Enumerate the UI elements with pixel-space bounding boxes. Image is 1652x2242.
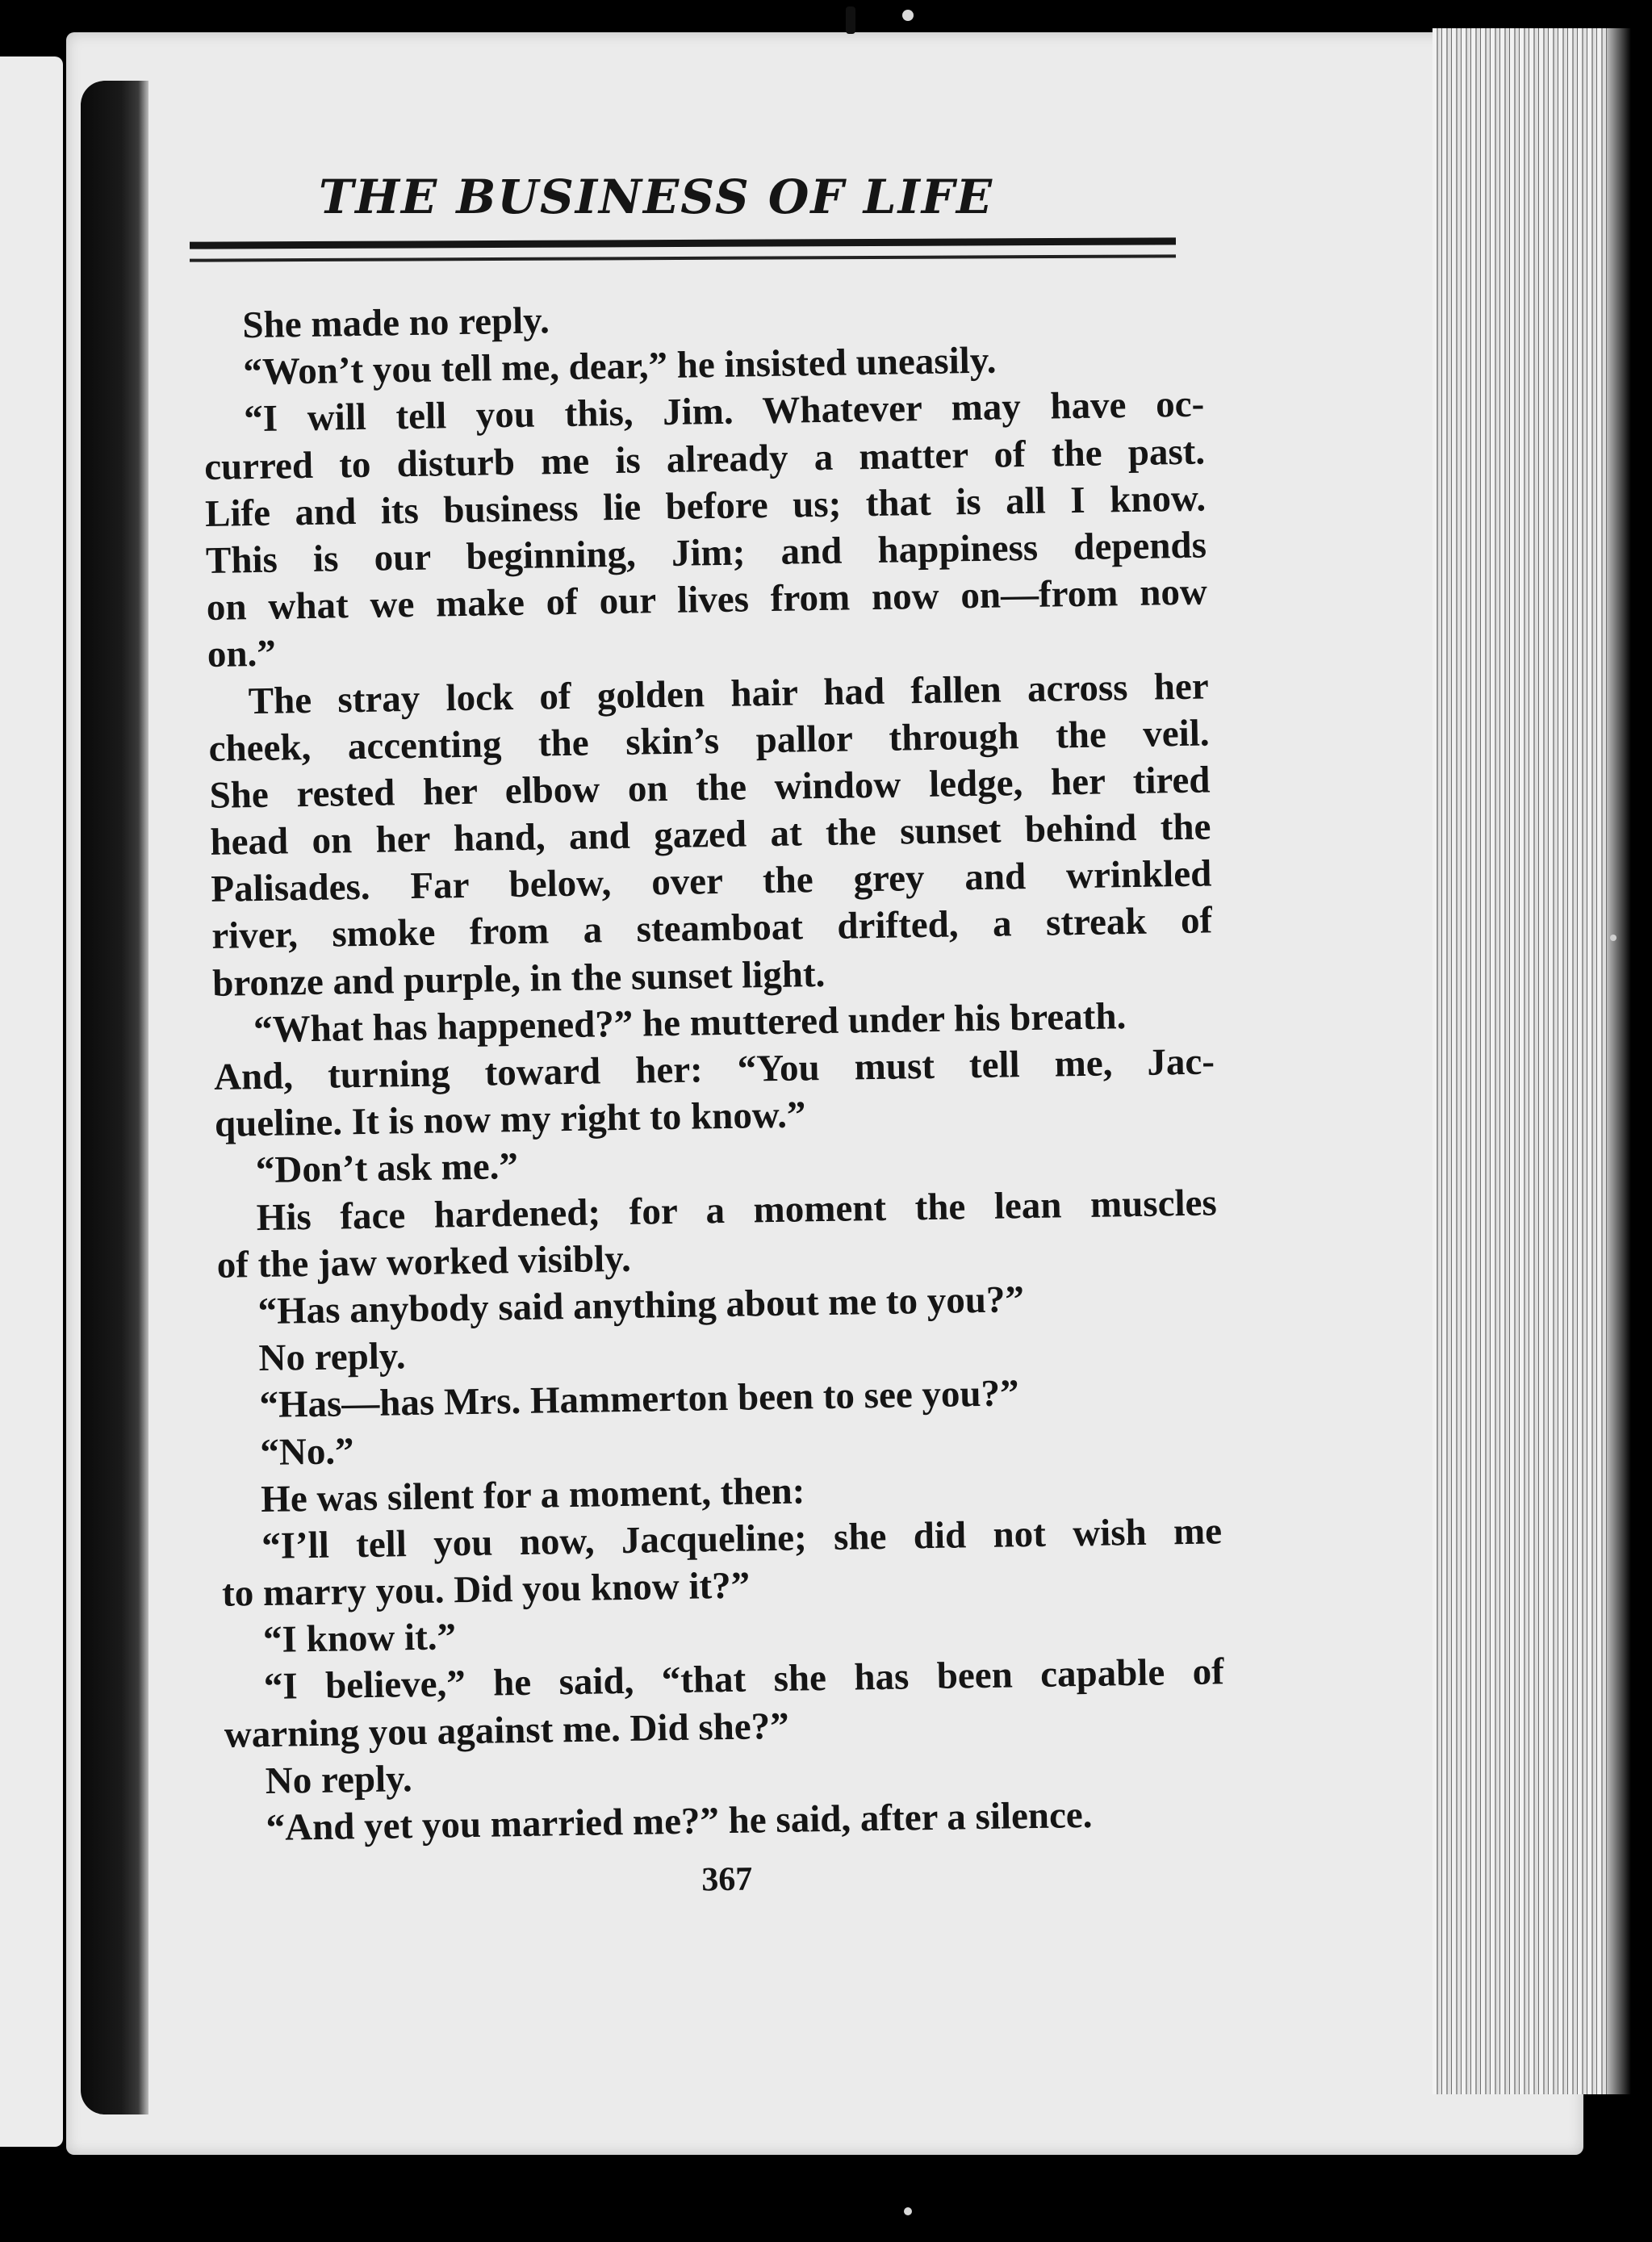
text-line: No reply. [258,1335,406,1380]
text-line: queline. It is now my right to know.” [214,1094,806,1146]
text-line: warning you against me. Did she?” [224,1705,790,1756]
text-line: river, smoke from a steamboat drifted, a streak of [211,899,1213,958]
text-line: “I believe,” he said, “that she has been capable of [263,1650,1225,1709]
book-spine [81,81,148,2114]
text-line: Life and its business lie before us; that is all I know. [204,477,1207,535]
text-line: Palisades. Far below, over the grey and wrinkled [211,852,1212,911]
text-line: “I will tell you this, Jim. Whatever may have oc- [243,383,1205,441]
text-line: He was silent for a moment, then: [260,1470,805,1520]
scan-artifact [904,2207,912,2215]
text-line: on.” [207,632,277,676]
text-line: on what we make of our lives from now on—from now [206,571,1208,630]
text-line: “And yet you married me?” he said, after a silence. [266,1793,1093,1849]
text-line: And, turning toward her: “You must tell me, Jac- [213,1040,1215,1098]
text-line: “Has anybody said anything about me to you?” [257,1278,1025,1332]
text-line: “Has—has Mrs. Hammerton been to see you?” [259,1372,1019,1427]
scan-artifact [846,6,855,34]
facing-page-edge [0,56,63,2147]
text-line: of the jaw worked visibly. [216,1237,632,1286]
text-line: “Don’t ask me.” [255,1145,519,1192]
text-line: “No.” [259,1429,354,1474]
page-stack-edges [1432,28,1626,2094]
text-line: bronze and purple, in the sunset light. [211,952,826,1005]
text-line: cheek, accenting the skin’s pallor through the veil. [208,712,1210,770]
text-line: She rested her elbow on the window ledge, her tired [209,759,1211,817]
text-line: “What has happened?” he muttered under his breath. [253,994,1127,1051]
text-line: “Won’t you tell me, dear,” he insisted uneasily. [242,339,997,394]
text-line: head on her hand, and gazed at the sunset behind the [210,805,1211,864]
scan-artifact [1610,935,1616,941]
text-line: The stray lock of golden hair had fallen across her [248,664,1210,722]
scan-artifact [902,10,914,21]
body-text [202,287,1227,1899]
running-header: THE BUSINESS OF LIFE [319,169,994,224]
text-line: This is our beginning, Jim; and happiness depends [205,524,1207,582]
text-line: No reply. [265,1757,413,1802]
text-line: “I’ll tell you now, Jacqueline; she did not wish me [261,1510,1223,1567]
text-line: She made no reply. [242,299,550,347]
page-number: 367 [701,1860,753,1899]
text-line: to marry you. Did you know it?” [221,1564,751,1615]
text-line: “I know it.” [262,1616,457,1662]
text-line: His face hardened; for a moment the lean muscles [256,1181,1218,1239]
text-line: curred to disturb me is already a matter of the past. [203,430,1206,488]
